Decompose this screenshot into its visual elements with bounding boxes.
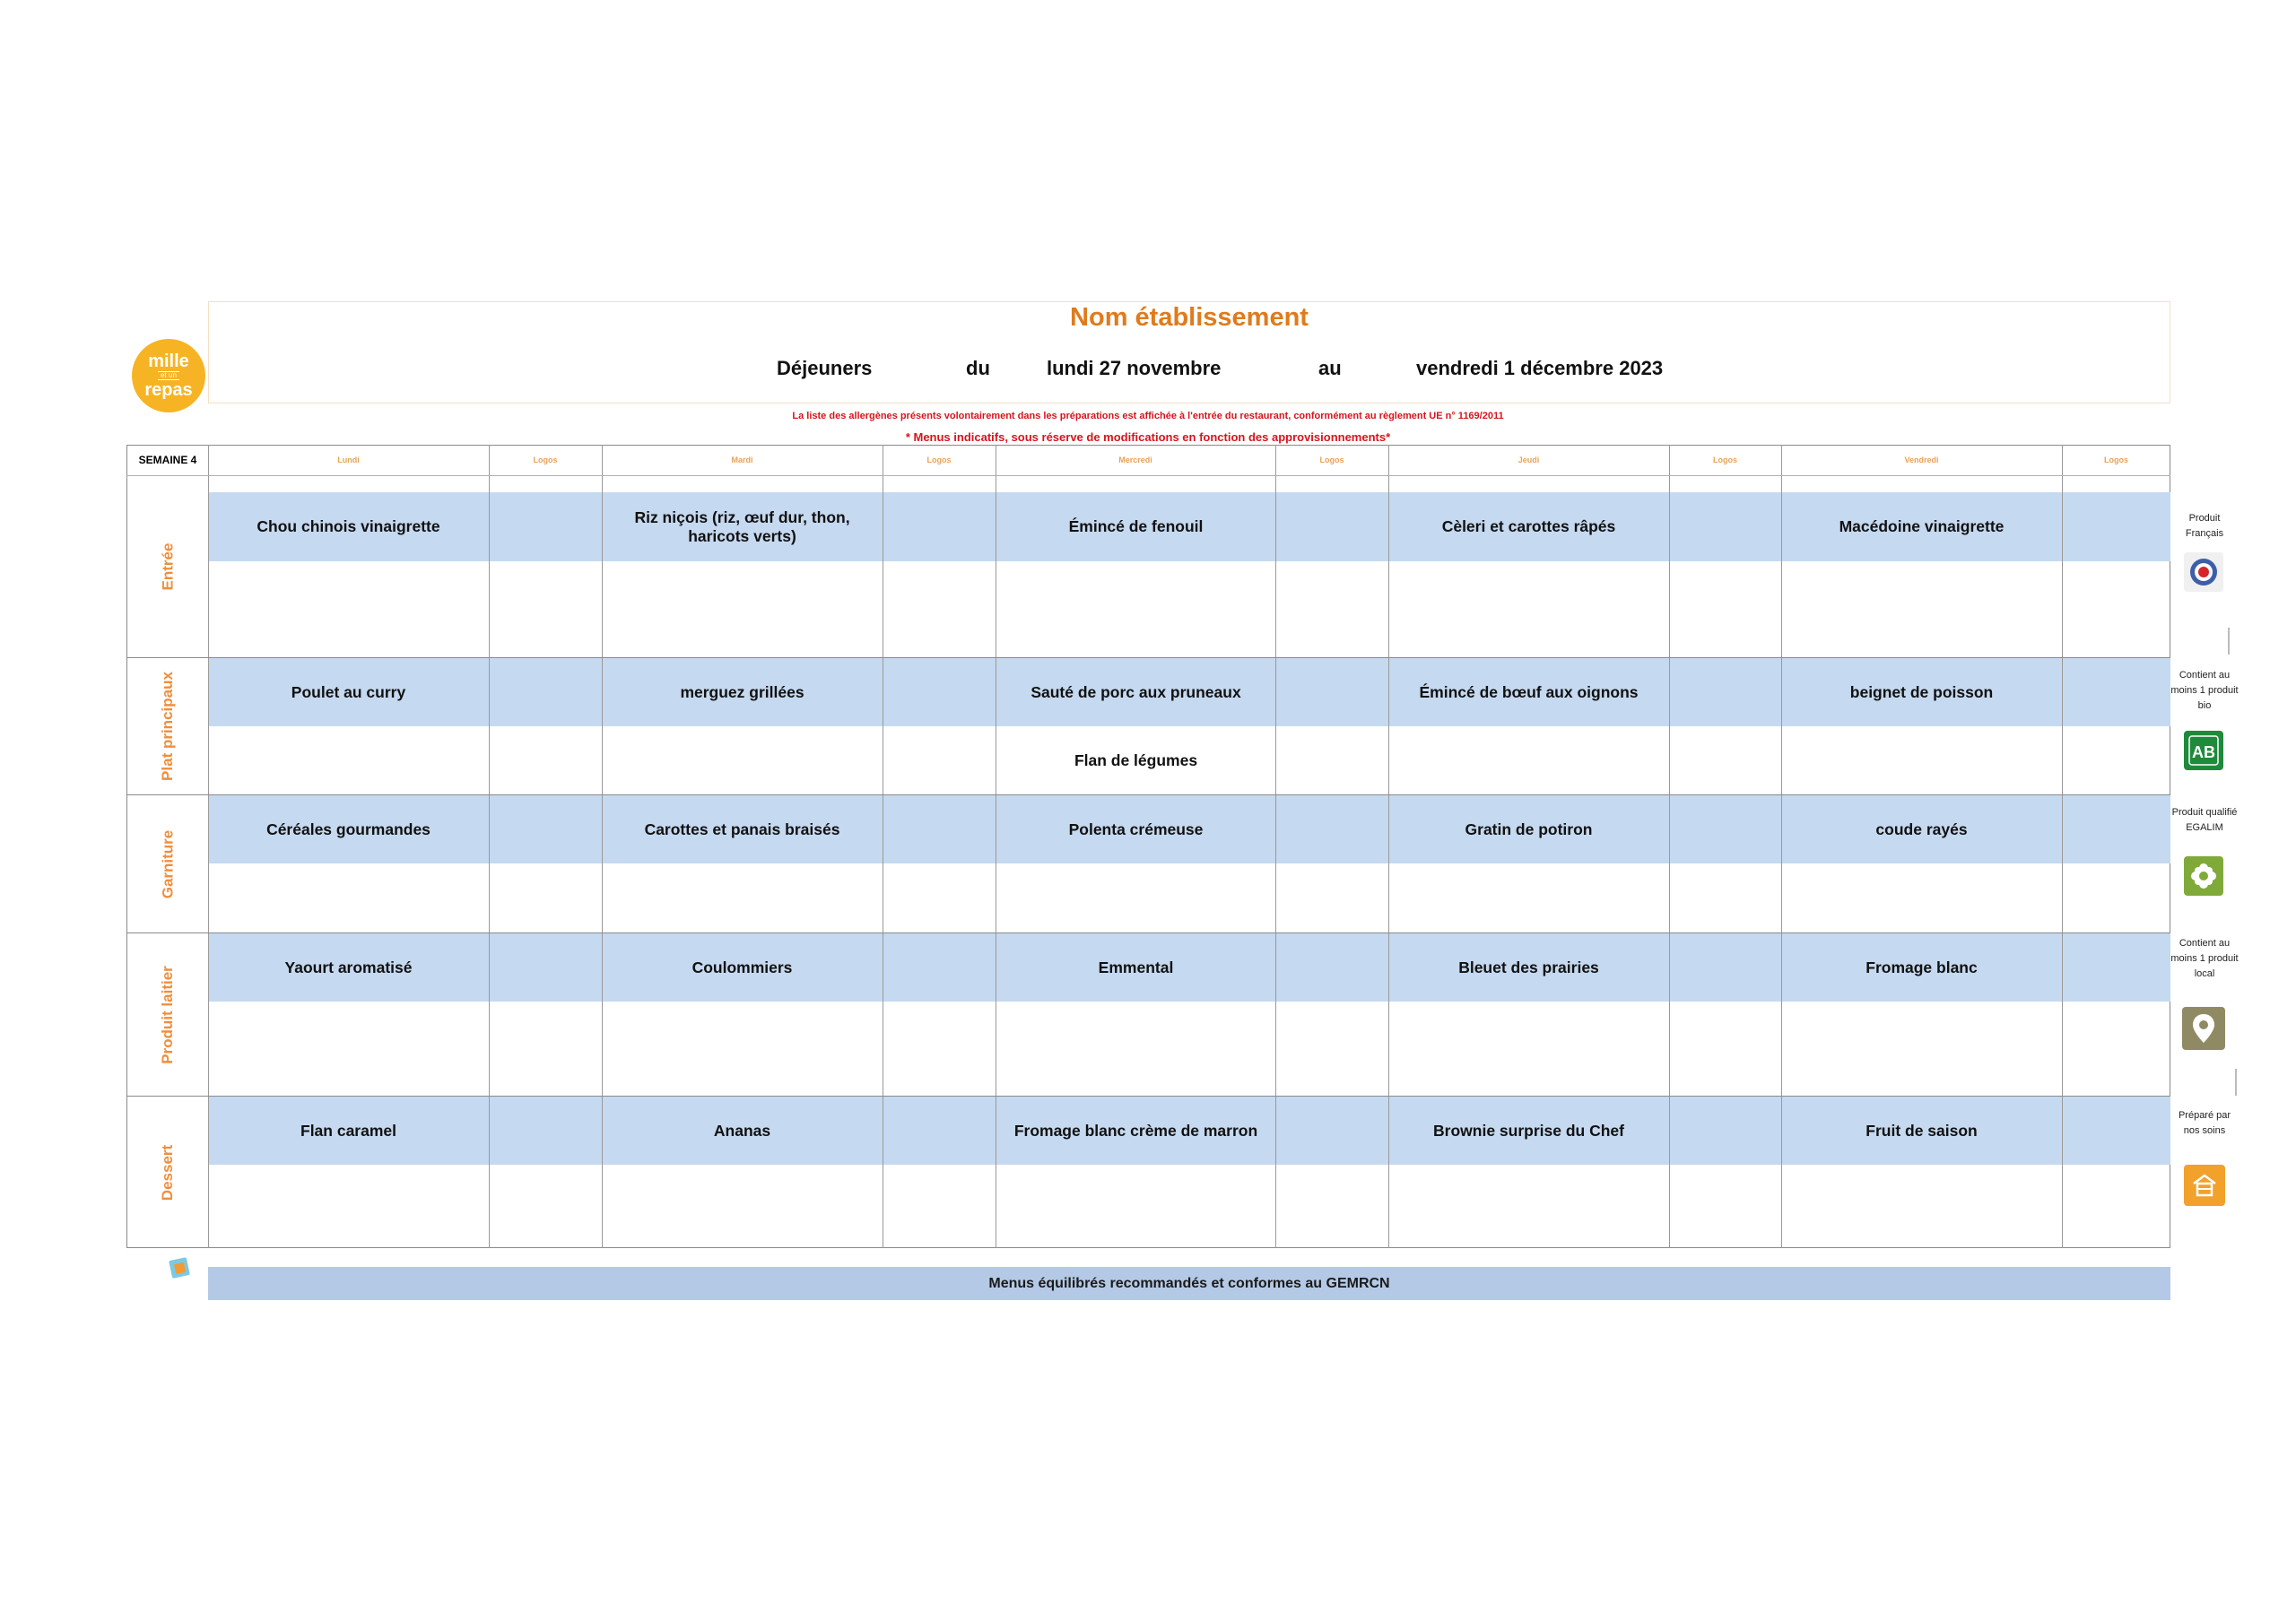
row-label-laitier: Produit laitier — [159, 965, 177, 1064]
menu-cell: Poulet au curry — [291, 682, 406, 701]
gemrcn-icon — [168, 1256, 191, 1279]
row-label-garniture: Garniture — [159, 829, 176, 898]
header-logos: Logos — [1713, 455, 1737, 464]
row-label-dessert: Dessert — [159, 1144, 176, 1201]
header-logos: Logos — [2104, 455, 2128, 464]
ab-organic-icon — [2184, 731, 2223, 770]
header-logos: Logos — [926, 455, 952, 464]
menu-cell: beignet de poisson — [1849, 682, 1994, 701]
menu-cell: Émincé de fenouil — [1068, 517, 1204, 535]
menu-cell: Flan de légumes — [1074, 750, 1198, 769]
allergen-notice: La liste des allergènes présents volontairement dans les préparations est affichée à l'entrée du restaurant, conformément au règlement UE n° 1169/2011 — [792, 411, 1504, 421]
start-date: lundi 27 novembre — [1047, 357, 1222, 379]
menu-cell: Flan caramel — [300, 1121, 396, 1140]
legend-bio-label: Contient au moins 1 produit bio — [2170, 670, 2239, 711]
header-jeudi: Jeudi — [1518, 455, 1540, 464]
separator — [2235, 1069, 2237, 1096]
menu-cell: Fromage blanc — [1866, 958, 1978, 976]
menu-cell: Coulommiers — [691, 958, 793, 976]
menu-cell: Bleuet des prairies — [1458, 958, 1599, 976]
menu-cell: Fromage blanc crème de marron — [1013, 1121, 1258, 1140]
header-mardi: Mardi — [731, 455, 753, 464]
legend-local-label: Contient au moins 1 produit local — [2170, 938, 2239, 979]
svg-text:AB: AB — [2192, 743, 2215, 761]
menu-cell: Carottes et panais braisés — [644, 820, 840, 838]
week-label: SEMAINE 4 — [138, 454, 197, 466]
indicative-menu-notice: * Menus indicatifs, sous réserve de modifications en fonction des approvisionnements* — [905, 430, 1391, 444]
mille-et-un-repas-logo: mille et un repas — [132, 339, 205, 412]
french-roundel-icon — [2184, 552, 2223, 592]
location-pin-icon — [2182, 1007, 2225, 1050]
home-made-icon — [2184, 1165, 2225, 1206]
menu-cell: Gratin de potiron — [1465, 820, 1593, 838]
menu-cell: Chou chinois vinaigrette — [257, 517, 440, 535]
separator — [2228, 628, 2230, 655]
menu-cell: Emmental — [1098, 958, 1174, 976]
menu-cell: merguez grillées — [680, 682, 804, 701]
menu-cell: Émincé de bœuf aux oignons — [1419, 682, 1639, 701]
gemrcn-footer: Menus équilibrés recommandés et conformes au GEMRCN — [208, 1267, 2170, 1300]
header-logos: Logos — [1319, 455, 1344, 464]
from-label: du — [966, 357, 990, 379]
menu-cell: Macédoine vinaigrette — [1839, 517, 2005, 535]
to-label: au — [1318, 357, 1342, 379]
menu-cell: Yaourt aromatisé — [284, 958, 413, 976]
row-label-entree: Entrée — [158, 542, 176, 591]
header-vendredi: Vendredi — [1904, 455, 1939, 464]
menu-cell: Sauté de porc aux pruneaux — [1031, 682, 1241, 701]
legend-homemade-label: Préparé par nos soins — [2178, 1110, 2231, 1136]
header-lundi: Lundi — [337, 455, 360, 464]
header-mercredi: Mercredi — [1118, 455, 1152, 464]
header-logos: Logos — [533, 455, 558, 464]
menu-cell: Cèleri et carottes râpés — [1441, 517, 1616, 535]
menu-cell: Polenta crémeuse — [1068, 820, 1204, 838]
legend-french-label: Produit Français — [2185, 513, 2224, 539]
legend-egalim-label: Produit qualifié EGALIM — [2171, 807, 2238, 833]
meal-label: Déjeuners — [777, 357, 873, 379]
row-label-plat: Plat principaux — [159, 672, 176, 781]
menu-cell: Fruit de saison — [1866, 1121, 1978, 1140]
establishment-title: Nom établissement — [1070, 303, 1309, 332]
menu-cell: Ananas — [713, 1121, 771, 1140]
menu-cell: Brownie surprise du Chef — [1433, 1121, 1624, 1140]
menu-cell: coude rayés — [1875, 820, 1968, 838]
menu-cell: Céréales gourmandes — [266, 820, 430, 838]
end-date: vendredi 1 décembre 2023 — [1416, 357, 1664, 379]
egalim-flower-icon — [2184, 856, 2223, 896]
menu-cell: Riz niçois (riz, œuf dur, thon, haricots verts) — [634, 507, 850, 545]
